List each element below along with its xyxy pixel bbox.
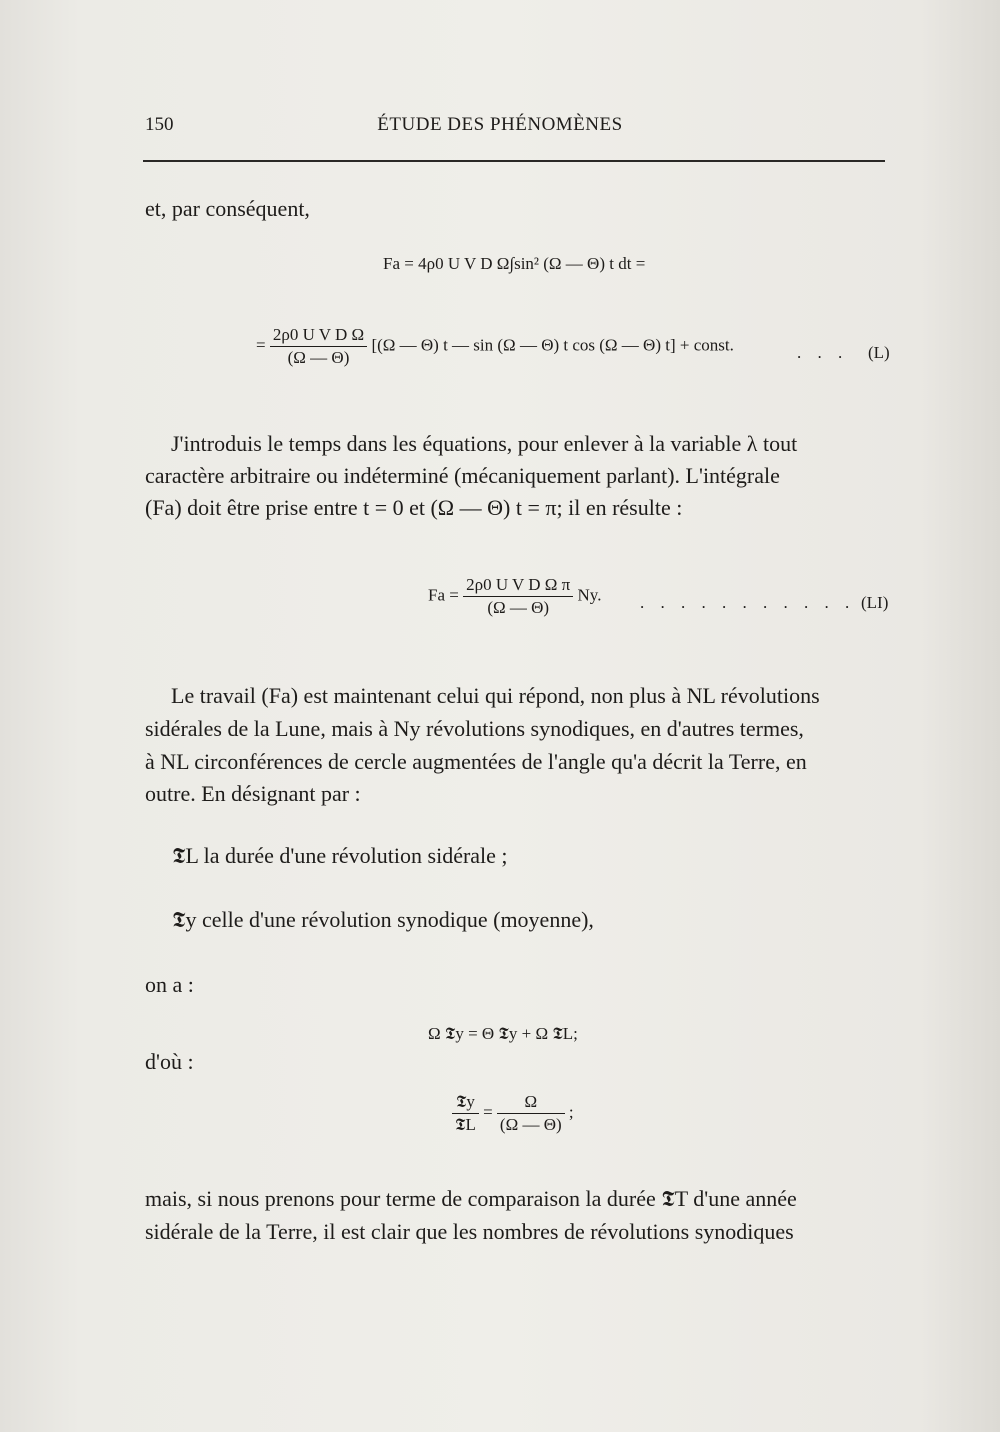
paragraph-1-line-3: (Fa) doit être prise entre t = 0 et (Ω — Θ) t = π; il en résulte : — [145, 495, 683, 520]
final-paragraph-line-1: mais, si nous prenons pour terme de comparaison la durée 𝕿T d'une année — [145, 1186, 797, 1211]
equation-l-dots: . . . — [797, 343, 849, 362]
equation-li-denominator: (Ω — Θ) — [487, 598, 550, 617]
equation-l: = $\frac{\text{2ρ0 U V D Ω}}{(\Omega — \Theta)}$ [(Ω — Θ) t — sin (Ω — Θ) t cos (Ω — Θ) t] + const. — [256, 325, 734, 367]
equation-period-relation: Ω 𝕿y = Θ 𝕿y + Ω 𝕿L; — [428, 1024, 578, 1043]
equation-ratio-left-num: 𝕿y — [452, 1092, 479, 1114]
on-a-text: on a : — [145, 972, 194, 997]
equation-l-fraction — [270, 325, 367, 368]
equation-li-fraction — [463, 575, 573, 618]
paragraph-1-line-1: J'introduis le temps dans les équations, pour enlever à la variable λ tout — [171, 431, 798, 456]
equation-li — [428, 575, 601, 618]
equation-li-rest: Ny. — [577, 585, 602, 605]
equation-ratio-end: ; — [568, 1102, 574, 1122]
equation-ratio-equals: = — [483, 1102, 493, 1122]
header-rule — [143, 160, 885, 162]
equation-ratio-left-den: 𝕿L — [455, 1115, 476, 1134]
equation-li-numerator: 2ρ0 U V D Ω π — [463, 575, 573, 597]
equation-l-rest: [(Ω — Θ) t — sin (Ω — Θ) t cos (Ω — Θ) t] + const. — [371, 335, 734, 355]
equation-ratio-right-den: (Ω — Θ) — [499, 1115, 562, 1134]
definition-synodic: 𝕿y celle d'une révolution synodique (moyenne), — [172, 907, 594, 932]
equation-label-l: (L) — [868, 343, 890, 362]
paragraph-2-line-1: Le travail (Fa) est maintenant celui qui répond, non plus à NL révolutions — [171, 683, 820, 708]
intro-text: et, par conséquent, — [145, 196, 310, 221]
running-title: ÉTUDE DES PHÉNOMÈNES — [377, 114, 623, 135]
equation-l-denominator: (Ω — Θ) — [287, 348, 350, 367]
equation-ratio-right-num: Ω — [497, 1092, 565, 1114]
paragraph-1-line-2: caractère arbitraire ou indéterminé (mécaniquement parlant). L'intégrale — [145, 463, 780, 488]
paragraph-2-line-3: à NL circonférences de cercle augmentées de l'angle qu'a décrit la Terre, en — [145, 749, 807, 774]
dou-text: d'où : — [145, 1049, 194, 1074]
final-paragraph-line-2: sidérale de la Terre, il est clair que les nombres de révolutions synodiques — [145, 1219, 794, 1244]
equation-period-ratio — [452, 1092, 574, 1135]
equation-ratio-left — [452, 1092, 479, 1135]
equation-li-dots: . . . . . . . . . . . — [640, 593, 856, 612]
equation-li-lhs: Fa = — [428, 585, 459, 605]
page-number: 150 — [145, 114, 174, 135]
paragraph-2-line-2: sidérales de la Lune, mais à Ny révolutions synodiques, en d'autres termes, — [145, 716, 804, 741]
paragraph-2-line-4: outre. En désignant par : — [145, 781, 361, 806]
equation-ratio-right — [497, 1092, 565, 1135]
equation-label-li: (LI) — [861, 593, 889, 612]
equation-fa-integral: Fa = 4ρ0 U V D Ω∫sin² (Ω — Θ) t dt = — [383, 254, 646, 273]
definition-sidereal: 𝕿L la durée d'une révolution sidérale ; — [172, 843, 508, 868]
equation-l-numerator: 2ρ0 U V D Ω — [270, 325, 367, 347]
